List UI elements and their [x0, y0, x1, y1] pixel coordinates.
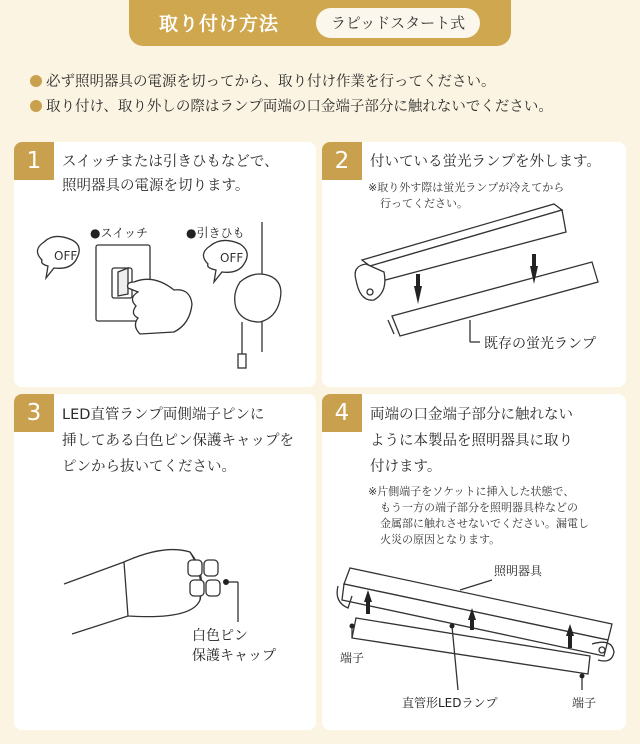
step-text: 付いている蛍光ランプを外します。 — [370, 154, 601, 170]
step-panel-2 — [322, 142, 626, 387]
switch-label: ●スイッチ — [90, 226, 148, 240]
step-note: ※取り外す際は蛍光ランプが冷えてから 行ってください。 — [368, 181, 565, 210]
step-panel-1 — [14, 142, 316, 387]
step-panel-4 — [322, 394, 626, 730]
section-header — [129, 0, 511, 46]
led-lamp-label: 直管形LEDランプ — [402, 696, 498, 710]
switch-illustration — [14, 142, 316, 387]
installation-illustration — [322, 394, 626, 730]
step-number: 1 — [14, 142, 54, 180]
step-text: LED直管ランプ両側端子ピンに 挿してある白色ピン保護キャップを ピンから抜いてください。 — [62, 407, 294, 475]
off-text: OFF — [54, 249, 78, 263]
method-badge: ラピッドスタート式 — [316, 8, 480, 38]
step-note: ※片側端子をソケットに挿入した状態で、 もう一方の端子部分を照明器具枠などの 金属部に触れさせないでください。漏電し 火災の原因となります。 — [368, 485, 589, 546]
step-number: 4 — [322, 394, 362, 432]
cap-label: 白色ピン 保護キャップ — [192, 628, 276, 664]
bullet-icon — [30, 75, 42, 87]
caution-note: 必ず照明器具の電源を切ってから、取り付け作業を行ってください。 — [30, 70, 553, 95]
terminal-label-right: 端子 — [572, 696, 597, 710]
off-text: OFF — [220, 251, 244, 265]
caution-notes — [30, 70, 553, 120]
step-text: スイッチまたは引きひもなどで、 照明器具の電源を切ります。 — [62, 154, 279, 194]
cord-label: ●引きひも — [186, 226, 245, 240]
step-number: 3 — [14, 394, 54, 432]
existing-lamp-label: 既存の蛍光ランプ — [484, 336, 596, 352]
step-number: 2 — [322, 142, 362, 180]
section-title: 取り付け方法 — [159, 13, 280, 35]
fixture-label: 照明器具 — [494, 564, 543, 578]
step-panel-3 — [14, 394, 316, 730]
caution-note: 取り付け、取り外しの際はランプ両端の口金端子部分に触れないでください。 — [30, 95, 553, 120]
bullet-icon — [30, 100, 42, 112]
step-text: 両端の口金端子部分に触れない ように本製品を照明器具に取り 付けます。 — [370, 407, 573, 475]
pin-cap-illustration — [14, 394, 316, 730]
terminal-label-left: 端子 — [340, 651, 365, 665]
